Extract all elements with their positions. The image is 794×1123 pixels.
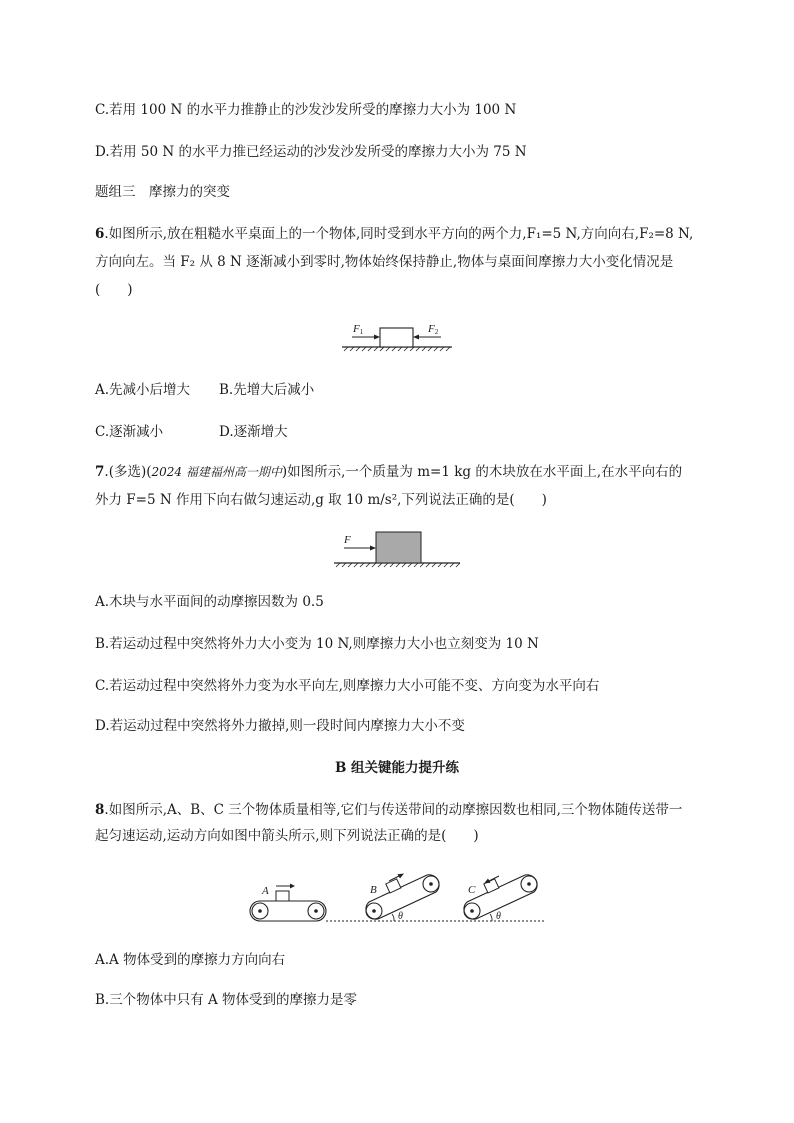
q8-stem-line2: 起匀速运动,运动方向如图中箭头所示,则下列说法正确的是( ) bbox=[95, 828, 479, 844]
q8-block-a bbox=[276, 891, 289, 901]
q8-option-a: A.A 物体受到的摩擦力方向向右 bbox=[95, 952, 286, 968]
q6-arrowhead-f2 bbox=[413, 335, 419, 340]
q8-label-a: A bbox=[262, 885, 269, 897]
q7-figure bbox=[330, 528, 465, 574]
q5-option-d: D.若用 50 N 的水平力推已经运动的沙发沙发所受的摩擦力大小为 75 N bbox=[95, 144, 527, 160]
q6-option-a: A.先减小后增大 bbox=[95, 382, 191, 398]
q7-label-f: F bbox=[344, 534, 351, 546]
q8-figure bbox=[244, 866, 548, 928]
q6-option-c: C.逐渐减小 bbox=[95, 424, 164, 440]
group3-heading: 题组三 摩擦力的突变 bbox=[95, 184, 230, 200]
q7-tag-prefix: .(多选)( bbox=[104, 464, 152, 480]
q6-option-d: D.逐渐增大 bbox=[219, 424, 288, 440]
q6-number: 6 bbox=[95, 226, 105, 242]
q7-stem-line2: 外力 F=5 N 作用下向右做匀速运动,g 取 10 m/s²,下列说法正确的是( ) bbox=[95, 492, 547, 508]
q8-belt-b-axle-low bbox=[372, 909, 376, 913]
q8-option-b: B.三个物体中只有 A 物体受到的摩擦力是零 bbox=[95, 992, 358, 1008]
q8-angle-arc-b bbox=[392, 914, 394, 921]
q8-angle-c: θ bbox=[496, 911, 501, 922]
q6-figure bbox=[338, 318, 458, 358]
q6-label-f2: F2 bbox=[428, 323, 439, 336]
q8-angle-arc-c bbox=[490, 914, 492, 921]
q8-belt-c-axle-low bbox=[470, 909, 474, 913]
q8-arrowhead-a bbox=[290, 884, 295, 889]
q6-arrowhead-f1 bbox=[374, 335, 380, 340]
q8-number: 8 bbox=[95, 802, 105, 818]
q6-stem-text1: .如图所示,放在粗糙水平桌面上的一个物体,同时受到水平方向的两个力,F₁=5 N,方向向右,F₂=8 N, bbox=[104, 226, 694, 242]
q8-block-b bbox=[386, 879, 401, 893]
q7-option-d: D.若运动过程中突然将外力撤掉,则一段时间内摩擦力大小不变 bbox=[95, 718, 465, 734]
q6-label-f1: F1 bbox=[353, 323, 364, 336]
q8-belt-a-axle-right bbox=[314, 909, 318, 913]
q7-source-tag: 2024 福建福州高一期中 bbox=[151, 465, 282, 479]
q7-option-a: A.木块与水平面间的动摩擦因数为 0.5 bbox=[95, 594, 324, 610]
q8-belt-c-axle-high bbox=[527, 882, 531, 886]
q8-label-c: C bbox=[468, 884, 476, 896]
q7-block bbox=[376, 532, 421, 563]
q8-stem-text1: .如图所示,A、B、C 三个物体质量相等,它们与传送带间的动摩擦因数也相同,三个物体随传送带一 bbox=[104, 802, 683, 818]
q6-block bbox=[380, 328, 413, 347]
q7-number: 7 bbox=[95, 464, 105, 480]
q6-ground-hatch bbox=[344, 347, 450, 351]
q6-stem-line2: 方向向左。当 F₂ 从 8 N 逐渐减小到零时,物体始终保持静止,物体与桌面间摩擦力大小变化情况是 bbox=[95, 254, 674, 270]
q8-stem-line1 bbox=[95, 800, 682, 820]
q8-angle-b: θ bbox=[398, 911, 403, 922]
q8-belt-a-axle-left bbox=[258, 909, 262, 913]
q7-stem-line1 bbox=[95, 462, 682, 482]
q8-belt-b-axle-high bbox=[429, 882, 433, 886]
q7-option-c: C.若运动过程中突然将外力变为水平向左,则摩擦力大小可能不变、方向变为水平向右 bbox=[95, 678, 600, 694]
q6-option-b: B.先增大后减小 bbox=[219, 382, 315, 398]
q6-stem-line3: ( ) bbox=[95, 282, 133, 298]
q7-stem-text1: )如图所示,一个质量为 m=1 kg 的木块放在水平面上,在水平向右的 bbox=[281, 464, 683, 480]
q8-label-b: B bbox=[370, 884, 377, 896]
section-b-title: B 组关键能力提升练 bbox=[334, 760, 460, 776]
q7-option-b: B.若运动过程中突然将外力大小变为 10 N,则摩擦力大小也立刻变为 10 N bbox=[95, 636, 539, 652]
q5-option-c: C.若用 100 N 的水平力推静止的沙发沙发所受的摩擦力大小为 100 N bbox=[95, 102, 517, 118]
q7-arrowhead-f bbox=[370, 546, 376, 551]
q6-stem-line1 bbox=[95, 224, 693, 244]
